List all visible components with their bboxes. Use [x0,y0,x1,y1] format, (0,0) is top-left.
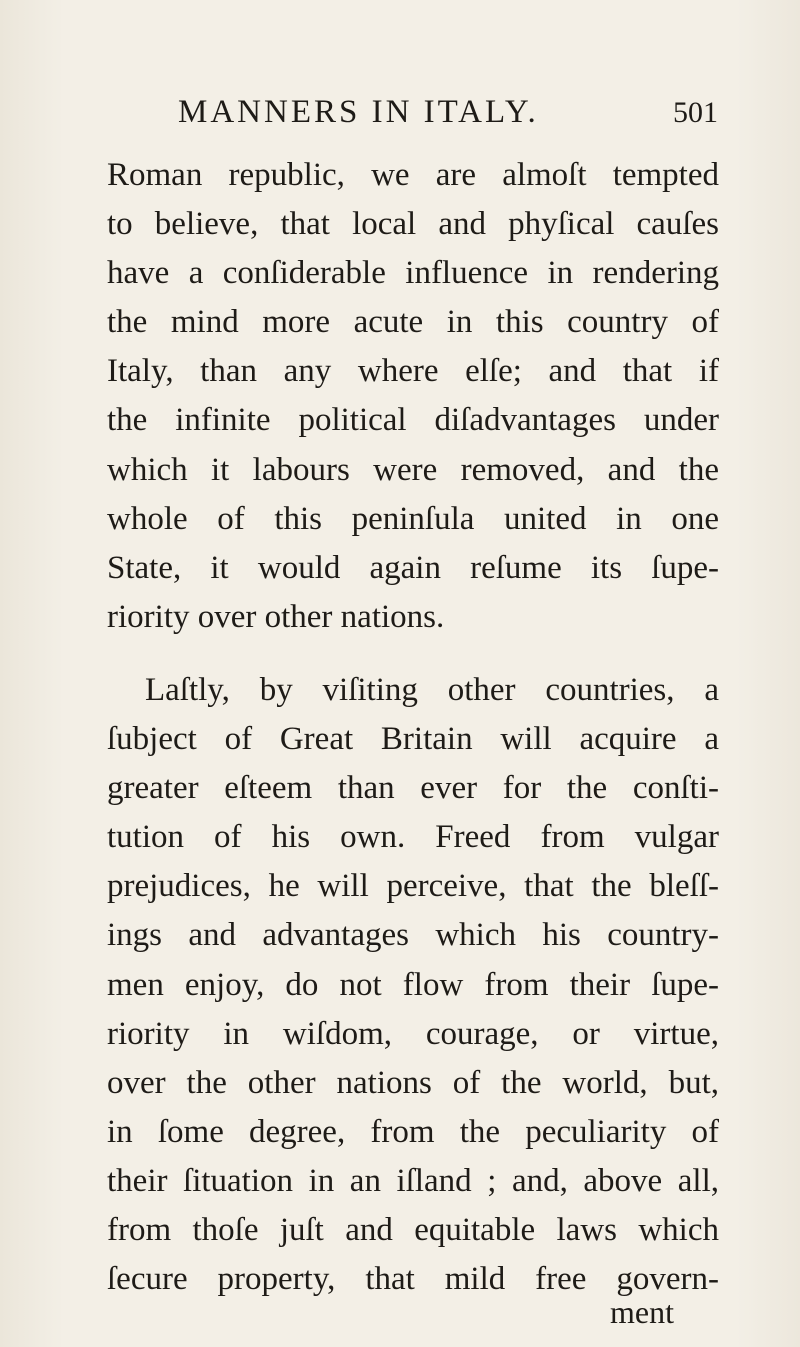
text-line: in ſome degree, from the peculiarity of [107,1113,719,1150]
text-line: over the other nations of the world, but, [107,1064,719,1101]
text-line: the mind more acute in this country of [107,304,719,341]
text-line: Italy, than any where elſe; and that if [107,353,719,390]
text-line: riority in wiſdom, courage, or virtue, [107,1015,719,1052]
text-line: tution of his own. Freed from vulgar [107,819,719,856]
text-line: whole of this peninſula united in one [107,500,719,537]
text-line: ſubject of Great Britain will acquire a [107,721,719,758]
paragraph-1 [107,151,719,642]
text-line: ings and advantages which his country- [107,917,719,954]
catchword: ment [610,1294,674,1330]
paragraph-2 [107,666,719,1304]
text-line: which it labours were removed, and the [107,451,719,488]
paragraph-gap [107,642,719,666]
text-line: men enjoy, do not flow from their ſupe- [107,966,719,1003]
page-number: 501 [673,96,718,129]
text-line: prejudices, he will perceive, that the bleſſ- [107,868,719,905]
text-line: have a conſiderable influence in rendering [107,255,719,292]
text-line: greater eſteem than ever for the conſti- [107,770,719,807]
body-text [107,151,719,1304]
text-line: Roman republic, we are almoſt tempted [107,157,719,193]
text-line: to believe, that local and phyſical cauſes [107,206,719,243]
text-line: State, it would again reſume its ſupe- [107,549,719,586]
text-line: ſecure property, that mild free govern- [107,1261,719,1298]
text-line: from thoſe juſt and equitable laws which [107,1211,719,1248]
running-head [178,94,718,136]
text-line: the infinite political diſadvantages under [107,402,719,439]
running-title: MANNERS IN ITALY. [178,94,539,130]
text-line: Laſtly, by viſiting other countries, a [145,671,719,708]
text-line: their ſituation in an iſland ; and, above all, [107,1162,719,1199]
text-line: riority over other nations. [107,598,445,635]
